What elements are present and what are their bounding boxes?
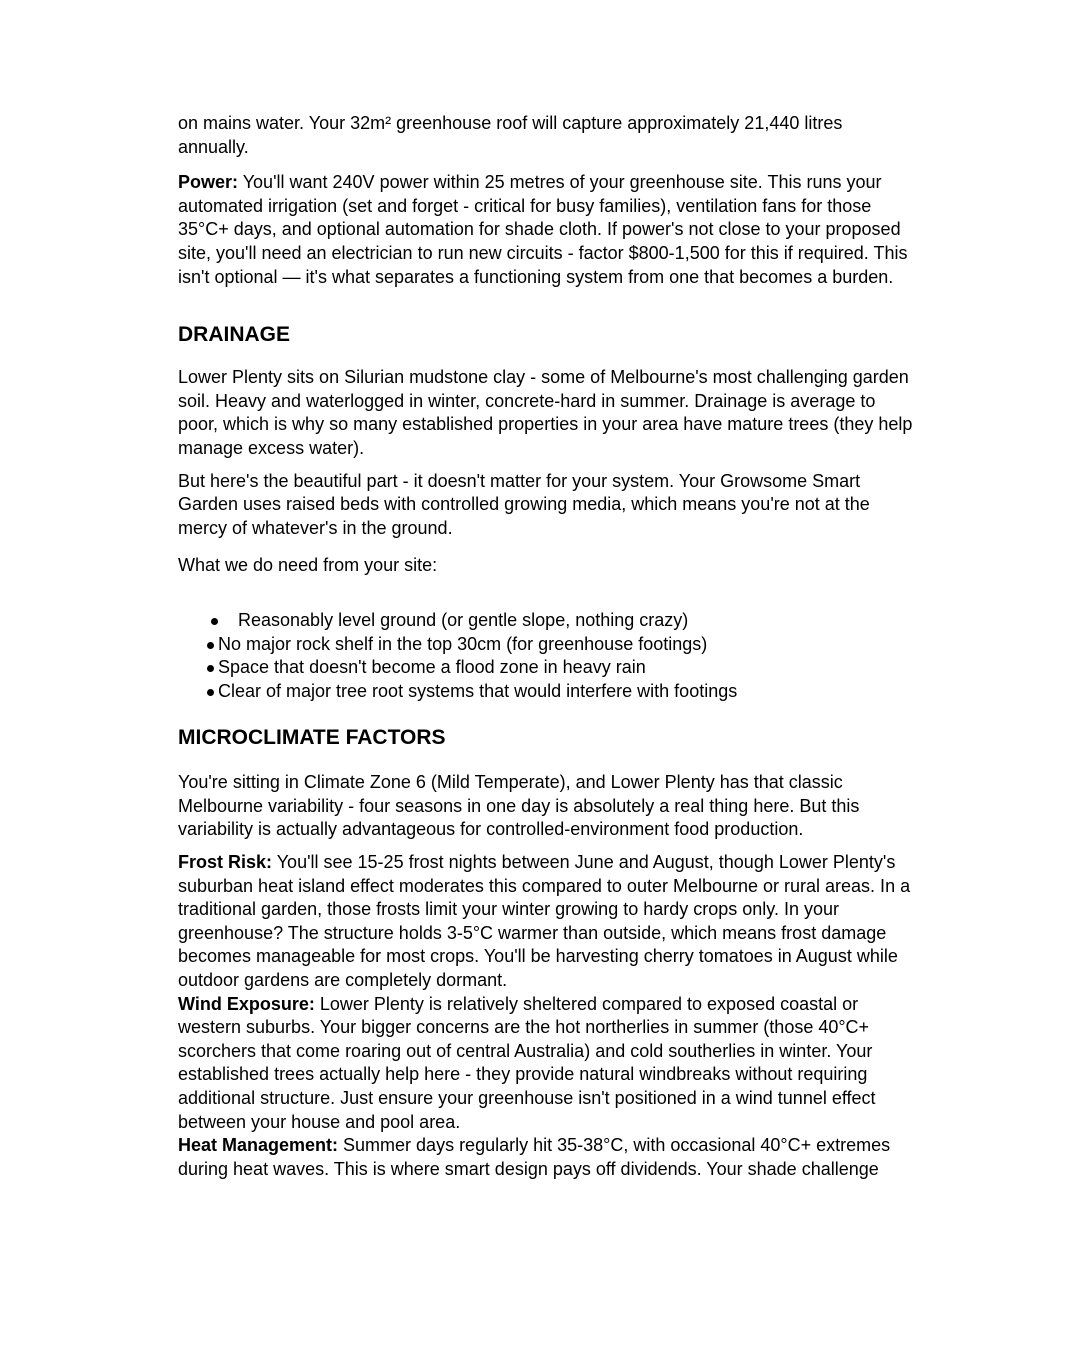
list-item-text: No major rock shelf in the top 30cm (for greenhouse footings) — [218, 633, 708, 654]
wind-exposure-text: Lower Plenty is relatively sheltered compared to exposed coastal or western suburbs. Your bigger concerns are the hot northerlies in summer (those 40°C+ scorchers that come roaring out of central Australia) and cold southerlies in winter. Your established trees actually help here - they provide natural windbreaks without requiring additional structure. Just ensure your greenhouse isn't positioned in a wind tunnel effect between your house and pool area. — [178, 993, 876, 1132]
bullet-dot-icon — [211, 618, 218, 625]
document-content — [178, 0, 918, 1181]
list-item — [178, 609, 918, 633]
frost-risk-text: You'll see 15-25 frost nights between June and August, though Lower Plenty's suburban heat island effect moderates this compared to outer Melbourne or rural areas. In a traditional garden, those frosts limit your winter growing to hardy crops only. In your greenhouse? The structure holds 3-5°C warmer than outside, which means frost damage becomes manageable for most crops. You'll be harvesting cherry tomatoes in August while outdoor gardens are completely dormant. — [178, 852, 911, 991]
drainage-paragraph-1: Lower Plenty sits on Silurian mudstone clay - some of Melbourne's most challenging garden soil. Heavy and waterlogged in winter, concrete-hard in summer. Drainage is average to poor, which is why so many established properties in your area have mature trees (they help manage excess water). — [178, 367, 913, 458]
power-label: Power: — [178, 172, 239, 193]
microclimate-paragraph: You're sitting in Climate Zone 6 (Mild Temperate), and Lower Plenty has that classic Melbourne variability - four seasons in one day is absolutely a real thing here. But this variability is actually advantageous for controlled-environment food production. — [178, 772, 860, 840]
list-item-text: Reasonably level ground (or gentle slope, nothing crazy) — [238, 609, 689, 630]
drainage-heading: DRAINAGE — [178, 323, 291, 347]
intro-paragraph: on mains water. Your 32m² greenhouse roof will capture approximately 21,440 litres annually. — [178, 113, 843, 157]
list-item-text: Clear of major tree root systems that would interfere with footings — [218, 680, 738, 701]
list-item-text: Space that doesn't become a flood zone in heavy rain — [218, 657, 646, 678]
site-needs-intro: What we do need from your site: — [178, 555, 438, 576]
bullet-dot-icon — [207, 665, 214, 672]
drainage-paragraph-2: But here's the beautiful part - it doesn't matter for your system. Your Growsome Smart Garden uses raised beds with controlled growing media, which means you're not at the mercy of whatever's in the ground. — [178, 470, 870, 538]
heat-management-label: Heat Management: — [178, 1135, 339, 1156]
list-item — [178, 680, 918, 704]
bullet-dot-icon — [207, 689, 214, 696]
microclimate-heading: MICROCLIMATE FACTORS — [178, 726, 446, 750]
site-needs-list — [178, 609, 918, 703]
heat-management-paragraph — [178, 1134, 918, 1181]
wind-exposure-paragraph — [178, 993, 918, 1135]
list-item — [178, 656, 918, 680]
frost-risk-label: Frost Risk: — [178, 852, 273, 873]
frost-risk-paragraph — [178, 851, 918, 993]
heat-management-text: Summer days regularly hit 35-38°C, with occasional 40°C+ extremes during heat waves. This is where smart design pays off dividends. Your shade challenge — [178, 1135, 891, 1179]
list-item — [178, 633, 918, 657]
bullet-dot-icon — [207, 642, 214, 649]
power-text: You'll want 240V power within 25 metres of your greenhouse site. This runs your automated irrigation (set and forget - critical for busy families), ventilation fans for those 35°C+ days, and optional automation for shade cloth. If power's not close to your proposed site, you'll need an electrician to run new circuits - factor $800-1,500 for this if required. This isn't optional — it's what separates a functioning system from one that becomes a burden. — [178, 172, 908, 287]
power-paragraph — [178, 171, 918, 289]
wind-exposure-label: Wind Exposure: — [178, 993, 315, 1014]
